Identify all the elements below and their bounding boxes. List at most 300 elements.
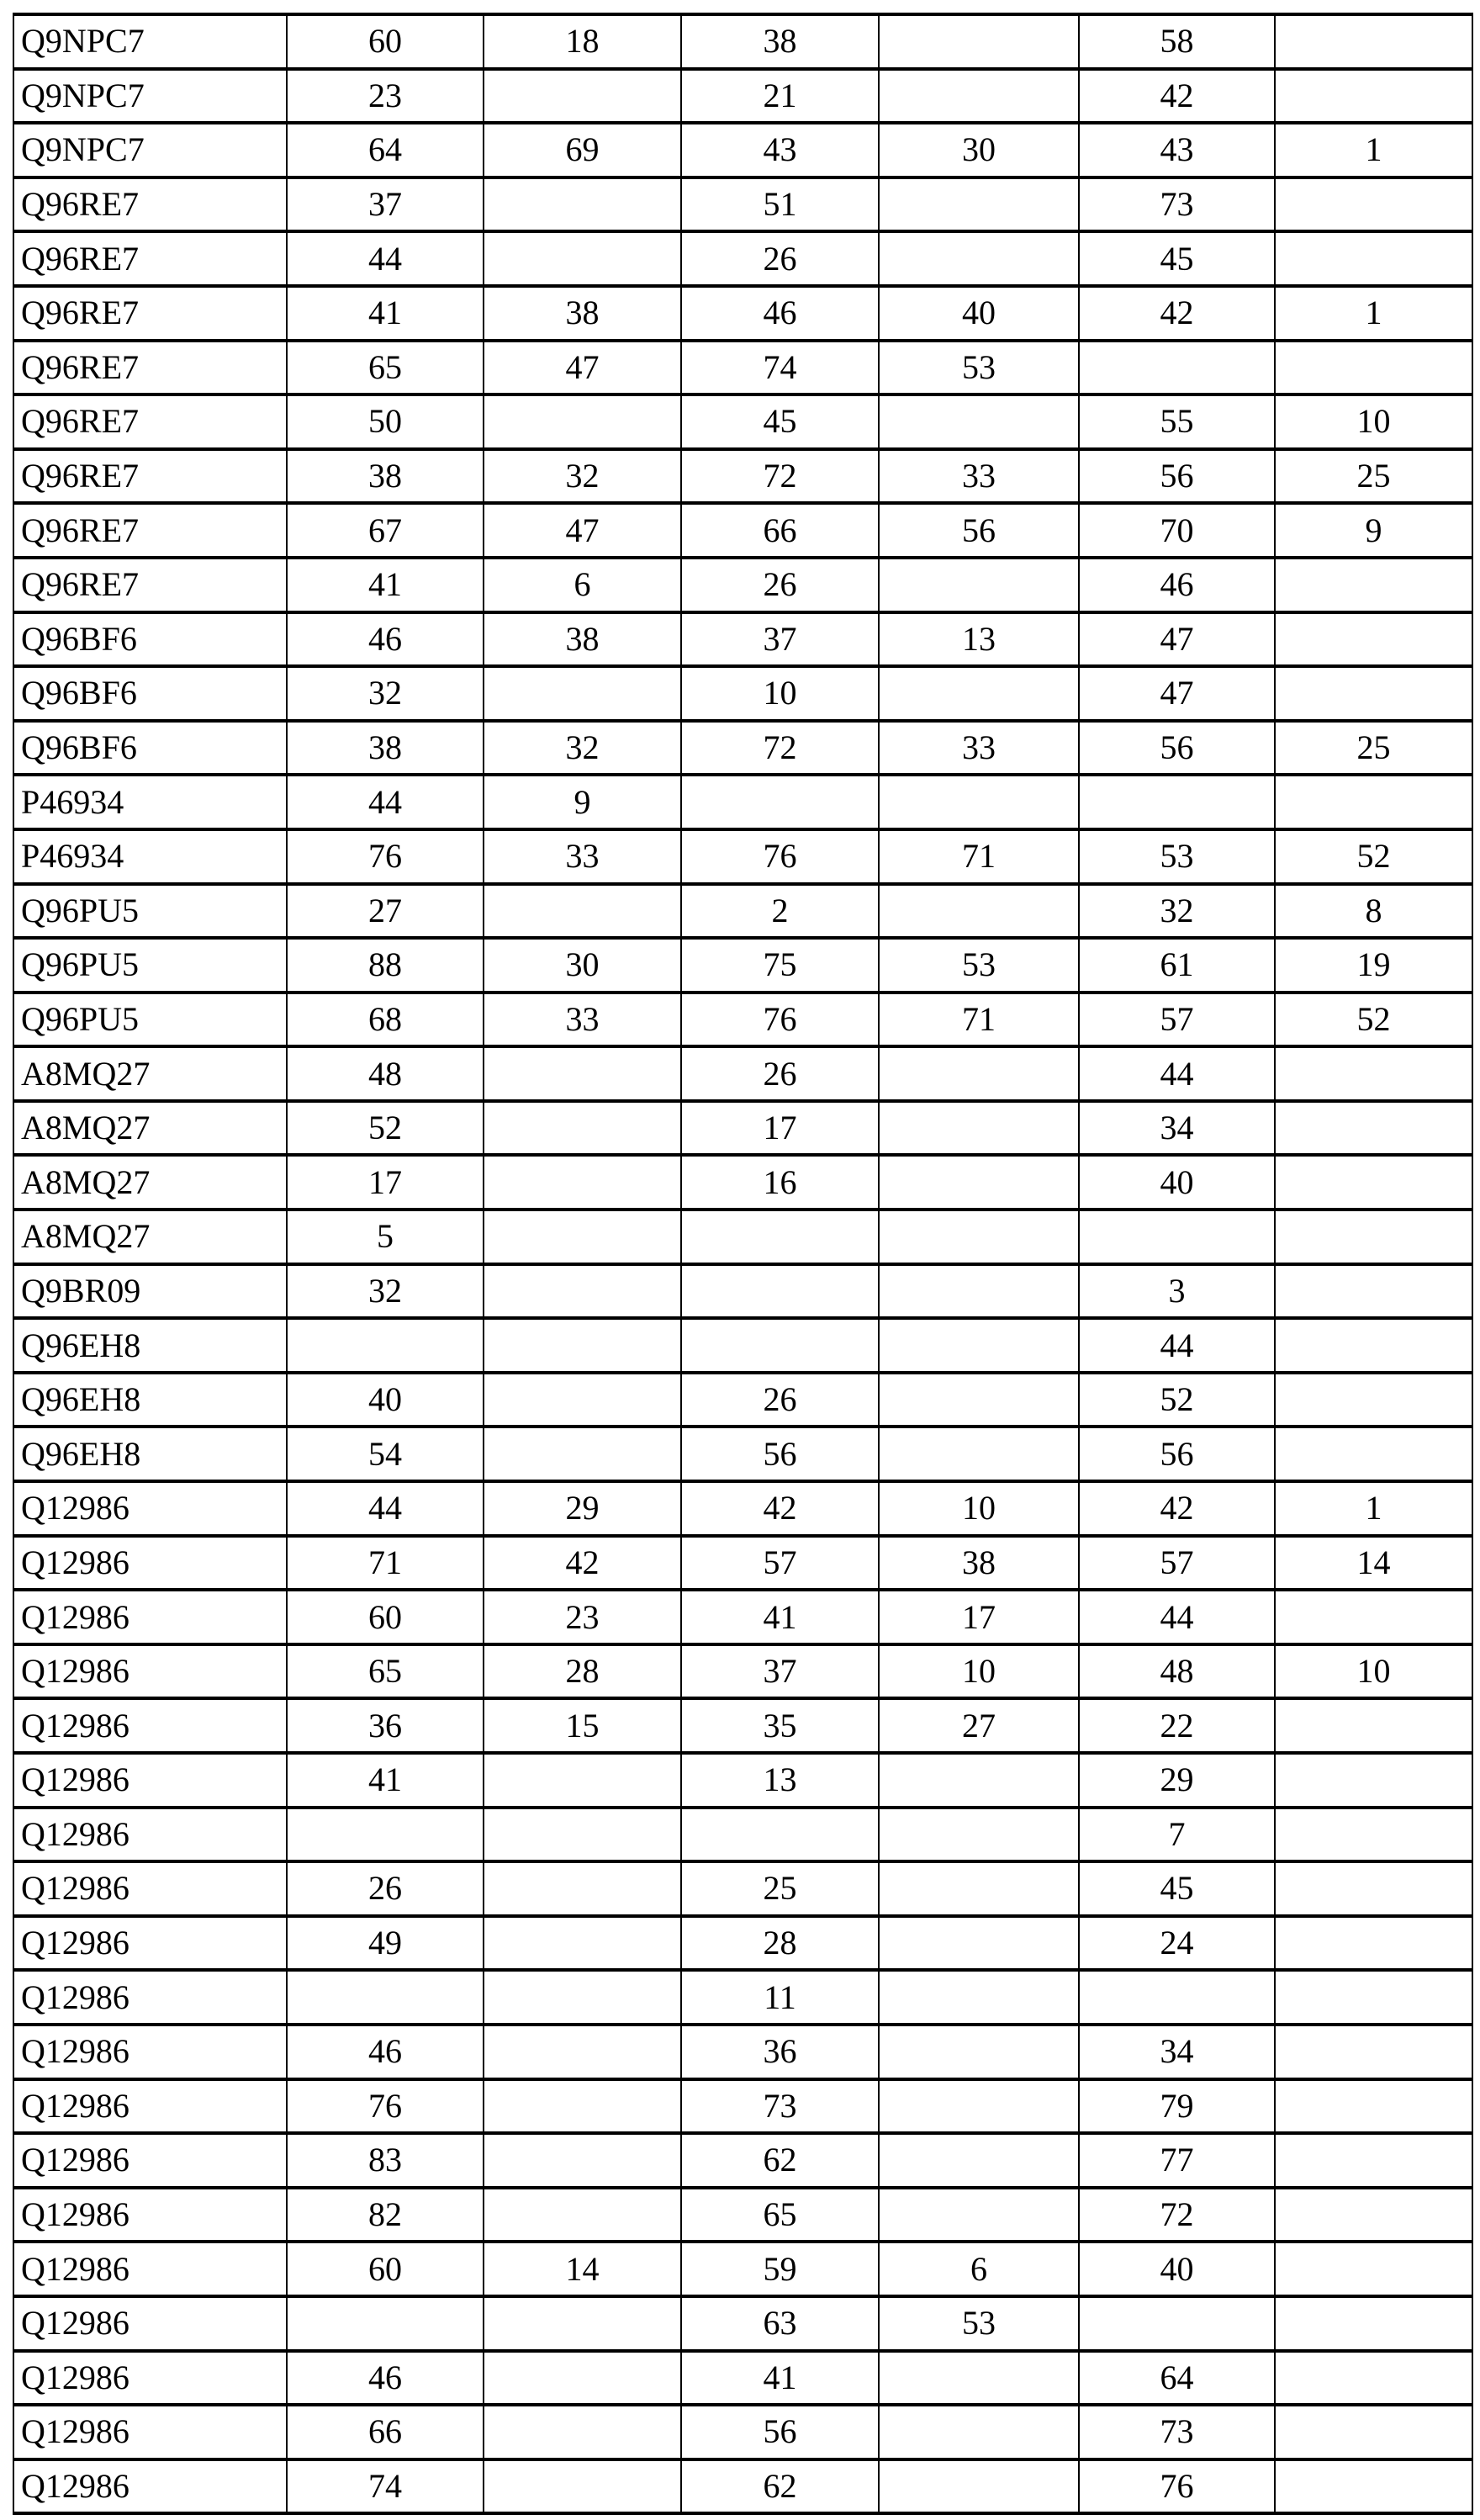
table-row [13, 1644, 1472, 1699]
value-cell: 44 [1079, 1046, 1275, 1101]
table-row [13, 503, 1472, 558]
protein-id-cell: Q96EH8 [13, 1427, 287, 1481]
value-cell: 76 [287, 829, 484, 884]
value-cell [484, 1264, 681, 1319]
table-row [13, 2025, 1472, 2079]
value-cell: 14 [1275, 1536, 1472, 1591]
value-cell: 69 [484, 123, 681, 177]
table-row [13, 177, 1472, 232]
protein-id-cell: Q96EH8 [13, 1318, 287, 1373]
value-cell: 37 [681, 612, 879, 667]
value-cell: 34 [1079, 1101, 1275, 1156]
value-cell [484, 1861, 681, 1916]
value-cell: 49 [287, 1916, 484, 1971]
value-cell: 32 [1079, 884, 1275, 939]
table-row [13, 993, 1472, 1047]
value-cell: 17 [287, 1155, 484, 1210]
value-cell: 56 [681, 2405, 879, 2459]
value-cell: 42 [681, 1481, 879, 1536]
value-cell [287, 1970, 484, 2025]
value-cell: 2 [681, 884, 879, 939]
table-row [13, 829, 1472, 884]
protein-id-cell: P46934 [13, 829, 287, 884]
value-cell [1275, 1698, 1472, 1753]
value-cell [879, 1427, 1079, 1481]
value-cell: 76 [681, 829, 879, 884]
value-cell [287, 2296, 484, 2351]
value-cell: 64 [287, 123, 484, 177]
value-cell: 13 [681, 1753, 879, 1808]
value-cell: 54 [287, 1427, 484, 1481]
value-cell: 36 [287, 1698, 484, 1753]
value-cell: 42 [1079, 69, 1275, 124]
value-cell: 57 [1079, 1536, 1275, 1591]
value-cell: 24 [1079, 1916, 1275, 1971]
protein-id-cell: Q9NPC7 [13, 69, 287, 124]
value-cell: 79 [1079, 2079, 1275, 2134]
value-cell [1275, 2242, 1472, 2296]
value-cell: 19 [1275, 938, 1472, 993]
value-cell: 60 [287, 14, 484, 69]
value-cell: 38 [287, 721, 484, 776]
value-cell: 62 [681, 2133, 879, 2188]
table-row [13, 1970, 1472, 2025]
value-cell [1275, 1318, 1472, 1373]
value-cell: 46 [287, 2351, 484, 2406]
value-cell: 74 [287, 2459, 484, 2514]
protein-id-cell: Q96RE7 [13, 394, 287, 449]
value-cell: 18 [484, 14, 681, 69]
protein-id-cell: Q12986 [13, 1861, 287, 1916]
value-cell: 1 [1275, 123, 1472, 177]
value-cell [879, 2188, 1079, 2242]
value-cell: 65 [287, 1644, 484, 1699]
value-cell [1275, 2405, 1472, 2459]
value-cell: 56 [1079, 449, 1275, 504]
table-row [13, 2188, 1472, 2242]
value-cell: 66 [287, 2405, 484, 2459]
table-row [13, 558, 1472, 612]
value-cell: 68 [287, 993, 484, 1047]
table-row [13, 1536, 1472, 1591]
value-cell: 47 [484, 503, 681, 558]
protein-id-cell: A8MQ27 [13, 1210, 287, 1264]
value-cell [1079, 341, 1275, 395]
value-cell [879, 2079, 1079, 2134]
value-cell: 34 [1079, 2025, 1275, 2079]
value-cell [1275, 1101, 1472, 1156]
value-cell: 57 [681, 1536, 879, 1591]
protein-id-cell: Q96PU5 [13, 938, 287, 993]
value-cell: 56 [1079, 1427, 1275, 1481]
value-cell: 40 [1079, 1155, 1275, 1210]
value-cell [1275, 1590, 1472, 1644]
protein-id-cell: Q12986 [13, 1590, 287, 1644]
value-cell: 75 [681, 938, 879, 993]
value-cell [484, 1970, 681, 2025]
value-cell: 41 [681, 2351, 879, 2406]
value-cell [1275, 1808, 1472, 1862]
value-cell: 76 [1079, 2459, 1275, 2514]
value-cell: 10 [879, 1481, 1079, 1536]
value-cell: 33 [484, 993, 681, 1047]
value-cell [484, 69, 681, 124]
value-cell [879, 2459, 1079, 2514]
table-row [13, 394, 1472, 449]
value-cell [879, 884, 1079, 939]
protein-id-cell: Q96RE7 [13, 503, 287, 558]
value-cell: 45 [681, 394, 879, 449]
value-cell: 28 [484, 1644, 681, 1699]
value-cell: 51 [681, 177, 879, 232]
value-cell: 9 [1275, 503, 1472, 558]
value-cell [1275, 558, 1472, 612]
value-cell: 71 [287, 1536, 484, 1591]
value-cell [1275, 1264, 1472, 1319]
value-cell: 27 [287, 884, 484, 939]
value-cell: 72 [681, 449, 879, 504]
value-cell [1275, 612, 1472, 667]
value-cell [879, 1970, 1079, 2025]
table-row [13, 1318, 1472, 1373]
value-cell: 65 [287, 341, 484, 395]
value-cell: 26 [681, 558, 879, 612]
value-cell [1275, 1753, 1472, 1808]
value-cell: 33 [484, 829, 681, 884]
value-cell: 48 [1079, 1644, 1275, 1699]
protein-id-cell: Q12986 [13, 2188, 287, 2242]
value-cell [1275, 69, 1472, 124]
value-cell [681, 1264, 879, 1319]
table-row [13, 666, 1472, 721]
value-cell [1275, 2459, 1472, 2514]
value-cell: 82 [287, 2188, 484, 2242]
value-cell: 33 [879, 721, 1079, 776]
value-cell: 28 [681, 1916, 879, 1971]
value-cell: 7 [1079, 1808, 1275, 1862]
table-row [13, 1155, 1472, 1210]
value-cell: 62 [681, 2459, 879, 2514]
protein-id-cell: Q96EH8 [13, 1373, 287, 1427]
value-cell [484, 1046, 681, 1101]
value-cell [681, 1210, 879, 1264]
table-row [13, 2351, 1472, 2406]
value-cell [1275, 1861, 1472, 1916]
protein-id-cell: Q96PU5 [13, 884, 287, 939]
value-cell [879, 775, 1079, 829]
protein-id-cell: Q12986 [13, 1753, 287, 1808]
value-cell [1275, 2133, 1472, 2188]
protein-id-cell: A8MQ27 [13, 1101, 287, 1156]
value-cell [484, 884, 681, 939]
value-cell [484, 2079, 681, 2134]
table-row [13, 2459, 1472, 2514]
value-cell [484, 1101, 681, 1156]
value-cell: 48 [287, 1046, 484, 1101]
value-cell [879, 1373, 1079, 1427]
table-row [13, 1427, 1472, 1481]
value-cell: 3 [1079, 1264, 1275, 1319]
value-cell: 26 [681, 231, 879, 286]
protein-id-cell: Q12986 [13, 1698, 287, 1753]
protein-id-cell: Q12986 [13, 1808, 287, 1862]
data-table [13, 13, 1473, 2515]
value-cell: 5 [287, 1210, 484, 1264]
value-cell: 46 [1079, 558, 1275, 612]
table-row [13, 1753, 1472, 1808]
value-cell: 22 [1079, 1698, 1275, 1753]
value-cell: 46 [681, 286, 879, 341]
value-cell: 36 [681, 2025, 879, 2079]
value-cell: 58 [1079, 14, 1275, 69]
value-cell: 37 [681, 1644, 879, 1699]
table-row [13, 1210, 1472, 1264]
table-row [13, 1861, 1472, 1916]
value-cell: 23 [484, 1590, 681, 1644]
value-cell [879, 558, 1079, 612]
value-cell: 53 [879, 341, 1079, 395]
value-cell: 73 [681, 2079, 879, 2134]
protein-id-cell: Q12986 [13, 1644, 287, 1699]
value-cell: 47 [1079, 666, 1275, 721]
value-cell: 17 [879, 1590, 1079, 1644]
table-row [13, 775, 1472, 829]
value-cell: 38 [879, 1536, 1079, 1591]
value-cell: 29 [484, 1481, 681, 1536]
table-row [13, 1046, 1472, 1101]
value-cell [1275, 177, 1472, 232]
value-cell [1275, 1210, 1472, 1264]
table-row [13, 1698, 1472, 1753]
value-cell [879, 1916, 1079, 1971]
value-cell: 47 [1079, 612, 1275, 667]
table-body [13, 14, 1472, 2513]
table-row [13, 2405, 1472, 2459]
value-cell [879, 2405, 1079, 2459]
value-cell: 42 [1079, 286, 1275, 341]
value-cell [484, 2188, 681, 2242]
table-row [13, 231, 1472, 286]
protein-id-cell: Q96PU5 [13, 993, 287, 1047]
value-cell [1275, 341, 1472, 395]
value-cell: 56 [681, 1427, 879, 1481]
value-cell [1079, 775, 1275, 829]
protein-id-cell: Q12986 [13, 2079, 287, 2134]
protein-id-cell: Q12986 [13, 2242, 287, 2296]
value-cell: 57 [1079, 993, 1275, 1047]
value-cell [681, 775, 879, 829]
value-cell: 44 [1079, 1590, 1275, 1644]
value-cell: 60 [287, 2242, 484, 2296]
protein-id-cell: Q12986 [13, 1970, 287, 2025]
value-cell: 53 [879, 938, 1079, 993]
value-cell [1275, 1427, 1472, 1481]
value-cell: 76 [287, 2079, 484, 2134]
value-cell [879, 1318, 1079, 1373]
table-row [13, 2242, 1472, 2296]
value-cell [1079, 1210, 1275, 1264]
value-cell [1275, 1046, 1472, 1101]
value-cell: 55 [1079, 394, 1275, 449]
protein-id-cell: P46934 [13, 775, 287, 829]
value-cell: 60 [287, 1590, 484, 1644]
value-cell: 46 [287, 2025, 484, 2079]
value-cell: 6 [879, 2242, 1079, 2296]
value-cell: 67 [287, 503, 484, 558]
value-cell [1275, 2188, 1472, 2242]
table-row [13, 1373, 1472, 1427]
value-cell: 32 [484, 721, 681, 776]
value-cell: 26 [681, 1373, 879, 1427]
value-cell: 6 [484, 558, 681, 612]
value-cell [484, 394, 681, 449]
value-cell: 66 [681, 503, 879, 558]
value-cell: 44 [287, 1481, 484, 1536]
table-row [13, 1101, 1472, 1156]
value-cell [1275, 666, 1472, 721]
protein-id-cell: Q12986 [13, 1536, 287, 1591]
protein-id-cell: Q12986 [13, 1916, 287, 1971]
value-cell: 35 [681, 1698, 879, 1753]
value-cell: 10 [1275, 1644, 1472, 1699]
value-cell: 40 [879, 286, 1079, 341]
value-cell: 52 [1079, 1373, 1275, 1427]
table-row [13, 938, 1472, 993]
protein-id-cell: Q12986 [13, 2351, 287, 2406]
value-cell: 1 [1275, 1481, 1472, 1536]
value-cell: 38 [484, 286, 681, 341]
value-cell [484, 1753, 681, 1808]
table-row [13, 1264, 1472, 1319]
protein-id-cell: A8MQ27 [13, 1155, 287, 1210]
table-row [13, 14, 1472, 69]
value-cell: 52 [287, 1101, 484, 1156]
value-cell [879, 1264, 1079, 1319]
protein-id-cell: Q96BF6 [13, 721, 287, 776]
value-cell [1275, 1155, 1472, 1210]
value-cell: 40 [1079, 2242, 1275, 2296]
value-cell [484, 1155, 681, 1210]
value-cell: 45 [1079, 231, 1275, 286]
value-cell: 9 [484, 775, 681, 829]
value-cell: 72 [1079, 2188, 1275, 2242]
value-cell: 56 [879, 503, 1079, 558]
value-cell [1275, 1916, 1472, 1971]
protein-id-cell: Q96RE7 [13, 231, 287, 286]
value-cell: 52 [1275, 829, 1472, 884]
value-cell: 77 [1079, 2133, 1275, 2188]
value-cell [287, 1808, 484, 1862]
value-cell [879, 2351, 1079, 2406]
value-cell [879, 1210, 1079, 1264]
value-cell: 47 [484, 341, 681, 395]
value-cell [1275, 231, 1472, 286]
value-cell [484, 2459, 681, 2514]
value-cell: 26 [287, 1861, 484, 1916]
value-cell: 38 [287, 449, 484, 504]
value-cell: 16 [681, 1155, 879, 1210]
value-cell: 30 [484, 938, 681, 993]
value-cell: 38 [484, 612, 681, 667]
value-cell: 27 [879, 1698, 1079, 1753]
value-cell: 41 [287, 1753, 484, 1808]
value-cell [879, 231, 1079, 286]
value-cell: 45 [1079, 1861, 1275, 1916]
table-row [13, 721, 1472, 776]
protein-id-cell: Q96RE7 [13, 177, 287, 232]
value-cell [1079, 2296, 1275, 2351]
value-cell: 17 [681, 1101, 879, 1156]
table-row [13, 884, 1472, 939]
protein-id-cell: Q12986 [13, 2405, 287, 2459]
value-cell: 32 [287, 1264, 484, 1319]
value-cell [484, 1427, 681, 1481]
value-cell: 71 [879, 993, 1079, 1047]
value-cell [879, 177, 1079, 232]
value-cell: 74 [681, 341, 879, 395]
value-cell [879, 1753, 1079, 1808]
protein-id-cell: Q96RE7 [13, 286, 287, 341]
value-cell [879, 1808, 1079, 1862]
value-cell [484, 1318, 681, 1373]
value-cell [879, 2133, 1079, 2188]
value-cell [1275, 2079, 1472, 2134]
value-cell: 43 [1079, 123, 1275, 177]
table-row [13, 286, 1472, 341]
value-cell: 52 [1275, 993, 1472, 1047]
value-cell: 40 [287, 1373, 484, 1427]
protein-id-cell: Q12986 [13, 2133, 287, 2188]
value-cell [879, 2025, 1079, 2079]
value-cell [879, 69, 1079, 124]
value-cell: 72 [681, 721, 879, 776]
value-cell: 61 [1079, 938, 1275, 993]
value-cell: 41 [287, 286, 484, 341]
value-cell: 73 [1079, 2405, 1275, 2459]
value-cell [879, 1155, 1079, 1210]
protein-id-cell: Q12986 [13, 1481, 287, 1536]
value-cell: 44 [1079, 1318, 1275, 1373]
value-cell [1275, 14, 1472, 69]
table-row [13, 2079, 1472, 2134]
value-cell [879, 1101, 1079, 1156]
value-cell: 11 [681, 1970, 879, 2025]
value-cell: 63 [681, 2296, 879, 2351]
value-cell [879, 394, 1079, 449]
value-cell [287, 1318, 484, 1373]
value-cell [484, 2296, 681, 2351]
value-cell: 1 [1275, 286, 1472, 341]
table-row [13, 123, 1472, 177]
value-cell [1275, 1373, 1472, 1427]
value-cell: 10 [1275, 394, 1472, 449]
value-cell [484, 2133, 681, 2188]
value-cell [484, 1916, 681, 1971]
table-row [13, 2296, 1472, 2351]
value-cell: 44 [287, 231, 484, 286]
value-cell: 14 [484, 2242, 681, 2296]
value-cell [1275, 1970, 1472, 2025]
value-cell [1079, 1970, 1275, 2025]
value-cell: 53 [1079, 829, 1275, 884]
table-row [13, 69, 1472, 124]
value-cell: 64 [1079, 2351, 1275, 2406]
value-cell [879, 666, 1079, 721]
value-cell: 33 [879, 449, 1079, 504]
value-cell [484, 2351, 681, 2406]
value-cell: 23 [287, 69, 484, 124]
value-cell: 25 [681, 1861, 879, 1916]
